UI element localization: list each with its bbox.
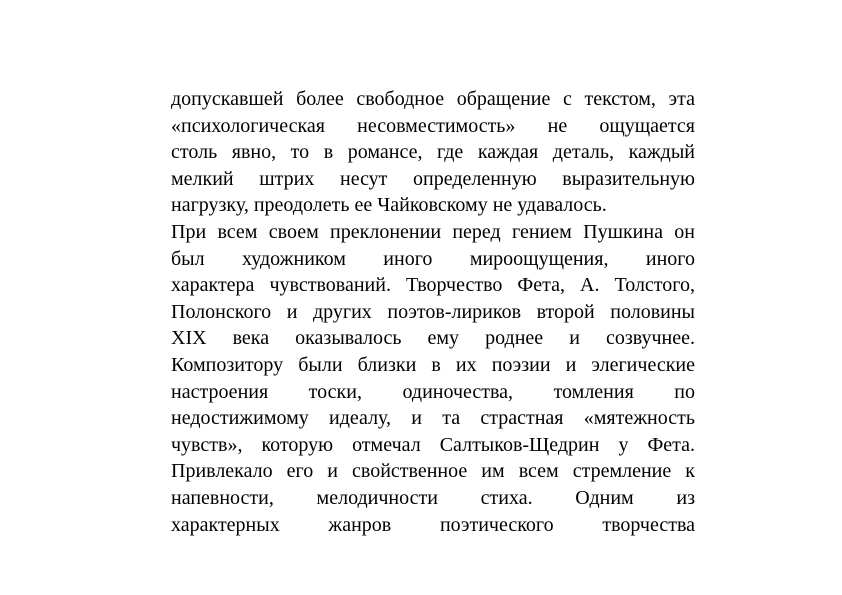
text-line: чувств», которую отмечал Салтыков-Щедрин у Фета. (171, 433, 695, 456)
text-line: «психологическая несовместимость» не ощущается (171, 114, 695, 137)
text-line: настроения тоски, одиночества, томления по (171, 380, 695, 403)
text-line: XIX века оказывалось ему роднее и созвучнее. (171, 327, 695, 350)
text-line: Привлекало его и свойственное им всем стремление к (171, 460, 695, 483)
text-line: был художником иного мироощущения, иного (171, 247, 695, 270)
text-line: недостижимому идеалу, и та страстная «мятежность (171, 407, 695, 430)
text-line: Композитору были близки в их поэзии и элегические (171, 353, 695, 376)
text-line: При всем своем преклонении перед гением Пушкина он (171, 220, 695, 243)
text-line: характерных жанров поэтического творчества (171, 513, 695, 536)
text-line: Полонского и других поэтов-лириков второй половины (171, 300, 695, 323)
body-text (171, 86, 695, 538)
text-line: напевности, мелодичности стиха. Одним из (171, 486, 695, 509)
text-line: мелкий штрих несут определенную выразительную (171, 167, 695, 190)
text-line: нагрузку, преодолеть ее Чайковскому не удавалось. (171, 194, 607, 217)
text-line: допускавшей более свободное обращение с текстом, эта (171, 88, 695, 110)
text-line: столь явно, то в романсе, где каждая деталь, каждый (171, 141, 695, 164)
text-line: характера чувствований. Творчество Фета, А. Толстого, (171, 274, 695, 297)
